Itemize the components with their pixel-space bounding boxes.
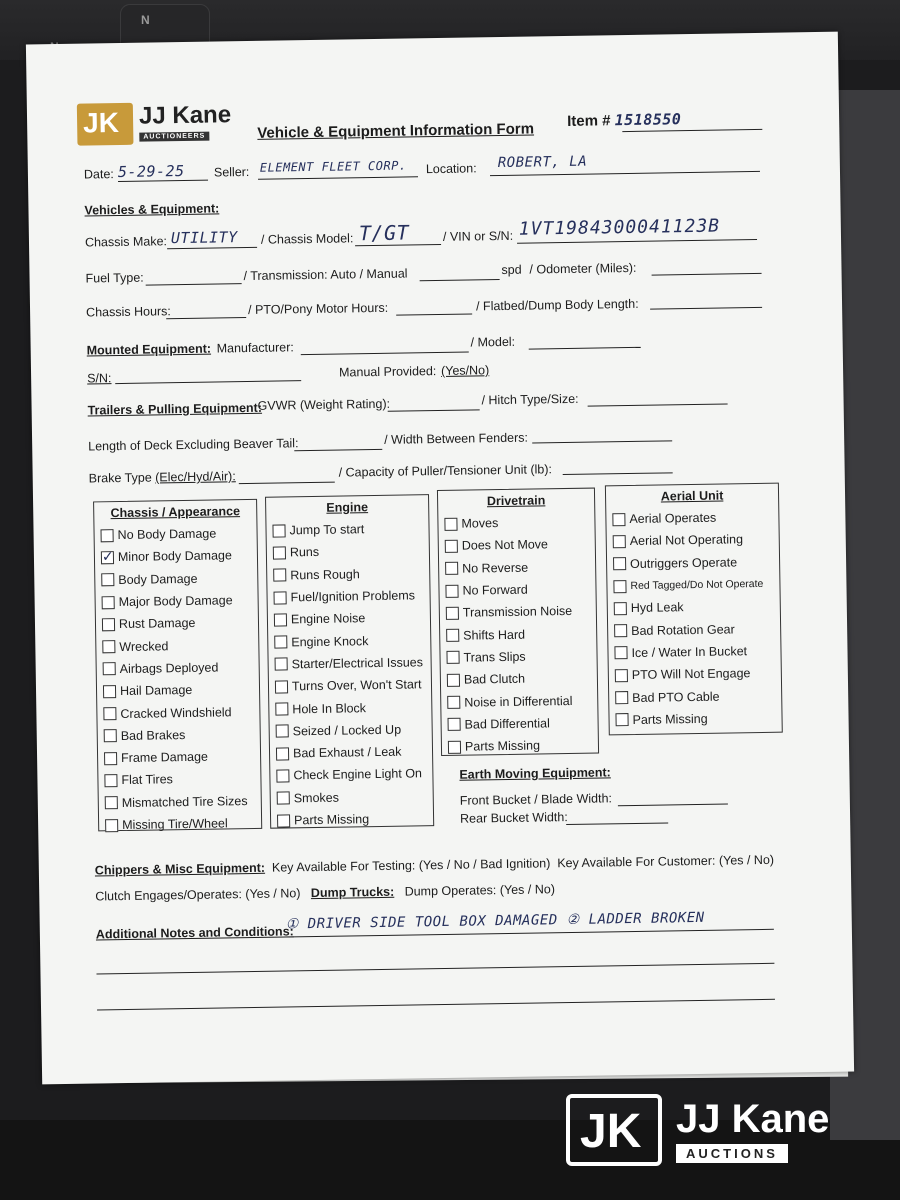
checklist-item xyxy=(613,550,773,575)
checklist-item-label: Trans Slips xyxy=(463,649,526,665)
odometer-label: / Odometer (Miles): xyxy=(529,260,637,277)
checkbox-icon[interactable] xyxy=(101,573,114,586)
deck-length-label: Length of Deck Excluding Beaver Tail: xyxy=(88,436,299,454)
checkbox-icon[interactable] xyxy=(613,557,626,570)
checklist-item xyxy=(613,528,773,553)
checklist-item xyxy=(448,734,592,759)
seller-value: ELEMENT FLEET CORP. xyxy=(259,158,407,175)
checklist-item xyxy=(105,790,255,815)
hitch-label: / Hitch Type/Size: xyxy=(481,391,579,408)
front-bucket-label: Front Bucket / Blade Width: xyxy=(459,791,613,808)
key-customer: Key Available For Customer: (Yes / No) xyxy=(557,852,775,871)
checkbox-icon[interactable] xyxy=(615,713,628,726)
checkbox-icon[interactable] xyxy=(274,636,287,649)
checklist-item xyxy=(276,740,426,765)
checkbox-icon[interactable] xyxy=(277,814,290,827)
section-vehicles: Vehicles & Equipment: xyxy=(84,201,220,218)
key-testing: Key Available For Testing: (Yes / No / Bad Ignition) xyxy=(271,856,551,875)
checkbox-icon[interactable] xyxy=(445,584,458,597)
checkbox-icon[interactable] xyxy=(276,747,289,760)
checkbox-icon[interactable] xyxy=(101,529,114,542)
checklist-item xyxy=(277,807,427,832)
checklist-engine-title: Engine xyxy=(326,500,369,515)
checkbox-icon[interactable] xyxy=(104,752,117,765)
location-value: ROBERT, LA xyxy=(497,153,588,172)
checkbox-icon[interactable] xyxy=(275,680,288,693)
checkbox-icon[interactable] xyxy=(448,740,461,753)
checklist-item-label: Aerial Not Operating xyxy=(629,532,744,549)
checkbox-icon[interactable] xyxy=(445,562,458,575)
capacity-label: / Capacity of Puller/Tensioner Unit (lb): xyxy=(338,462,553,480)
checklist-item xyxy=(447,667,591,692)
checklist-item xyxy=(101,589,251,614)
manual-label: Manual Provided: xyxy=(338,364,437,380)
checklist-item-label: Frame Damage xyxy=(120,749,209,766)
inspection-form xyxy=(26,32,854,1085)
checkbox-icon[interactable] xyxy=(105,819,118,832)
checklist-aerial-title: Aerial Unit xyxy=(660,488,724,504)
checklist-item xyxy=(102,611,252,636)
checklist-item-label: No Forward xyxy=(462,582,528,598)
checklist-item xyxy=(104,723,254,748)
checklist-item xyxy=(275,673,425,698)
checklist-item-label: Engine Knock xyxy=(291,633,369,649)
checklist-aerial xyxy=(605,483,783,736)
checkbox-icon[interactable] xyxy=(446,607,459,620)
pto-hours-label: / PTO/Pony Motor Hours: xyxy=(247,300,389,317)
checklist-item-label: Cracked Windshield xyxy=(120,704,232,721)
checklist-item-label: Bad PTO Cable xyxy=(632,689,720,705)
checklist-item-label: Aerial Operates xyxy=(629,510,717,527)
checklist-item-label: Engine Noise xyxy=(290,611,366,627)
checklist-item xyxy=(100,522,250,547)
checkbox-icon[interactable] xyxy=(446,651,459,664)
chassis-make-value: UTILITY xyxy=(170,228,238,248)
sn-label: S/N: xyxy=(87,371,112,386)
checkbox-icon[interactable] xyxy=(275,658,288,671)
checkbox-icon[interactable] xyxy=(613,580,626,593)
checklist-item-label: Check Engine Light On xyxy=(293,766,423,783)
checkbox-icon[interactable] xyxy=(276,725,289,738)
checklist-item xyxy=(444,511,588,536)
checklist-item-label: Parts Missing xyxy=(464,738,541,754)
checklist-item-label: Outriggers Operate xyxy=(630,555,738,571)
checklist-item xyxy=(446,622,590,647)
checklist-item xyxy=(274,606,424,631)
date-value: 5-29-25 xyxy=(117,161,185,182)
checkbox-icon[interactable] xyxy=(275,702,288,715)
checklist-item-label: Runs xyxy=(289,545,320,560)
checklist-item xyxy=(274,629,424,654)
checklist-item xyxy=(276,718,426,743)
checklist-item-label: Does Not Move xyxy=(461,537,549,554)
checked-box-icon[interactable] xyxy=(101,551,114,564)
checklist-item-label: Wrecked xyxy=(119,638,169,654)
clutch-row xyxy=(95,882,555,903)
checklist-item-label: Runs Rough xyxy=(290,566,360,583)
section-dump: Dump Trucks: xyxy=(310,884,395,901)
notes-value: ① DRIVER SIDE TOOL BOX DAMAGED ② LADDER BROKEN xyxy=(285,909,705,933)
checklist-item xyxy=(104,767,254,792)
checkbox-icon[interactable] xyxy=(447,696,460,709)
checklist-item-label: Body Damage xyxy=(118,571,198,587)
checklist-item xyxy=(445,578,589,603)
checklist-chassis-title: Chassis / Appearance xyxy=(110,504,241,521)
watermark-sub: AUCTIONS xyxy=(676,1144,788,1163)
checklist-item xyxy=(103,678,253,703)
checklist-item-label: Red Tagged/Do Not Operate xyxy=(630,577,764,593)
checkbox-icon[interactable] xyxy=(445,540,458,553)
checklist-item xyxy=(102,633,252,658)
checkbox-icon[interactable] xyxy=(615,691,628,704)
checklist-item-label: Minor Body Damage xyxy=(117,548,233,565)
checklist-item xyxy=(273,540,423,565)
form-title: Vehicle & Equipment Information Form xyxy=(257,120,535,142)
checkbox-icon[interactable] xyxy=(104,729,117,742)
checklist-item xyxy=(101,544,251,569)
section-earth-moving: Earth Moving Equipment: xyxy=(459,765,611,782)
watermark-jk-icon: JK xyxy=(566,1094,662,1166)
fenders-label: / Width Between Fenders: xyxy=(384,430,529,447)
checkbox-icon[interactable] xyxy=(444,517,457,530)
checklist-item-label: Parts Missing xyxy=(632,711,708,727)
checklist-item-label: Smokes xyxy=(293,790,340,806)
checklist-item xyxy=(615,706,775,731)
checkbox-icon[interactable] xyxy=(104,774,117,787)
checklist-item xyxy=(274,651,424,676)
checklist-item xyxy=(446,644,590,669)
checklist-item xyxy=(615,684,775,709)
checklist-item xyxy=(104,745,254,770)
checklist-item-label: Transmission Noise xyxy=(462,604,573,620)
checklist-item-label: Mismatched Tire Sizes xyxy=(121,793,248,810)
chassis-hours-label: Chassis Hours: xyxy=(85,304,171,320)
checklist-item xyxy=(614,617,774,642)
brand-sub: AUCTIONEERS xyxy=(139,132,209,142)
checklist-item xyxy=(615,662,775,687)
checklist-item-label: Bad Differential xyxy=(464,716,550,732)
dump-operates: Dump Operates: (Yes / No) xyxy=(404,882,556,899)
gvwr-label: GVWR (Weight Rating): xyxy=(257,396,391,413)
checklist-item-label: Noise in Differential xyxy=(464,693,573,710)
checklist-item-label: Seized / Locked Up xyxy=(292,722,402,739)
flatbed-label: / Flatbed/Dump Body Length: xyxy=(475,296,639,314)
checklist-item xyxy=(612,506,772,531)
checklist-chassis xyxy=(93,499,262,832)
section-chippers: Chippers & Misc Equipment: xyxy=(94,860,266,878)
notes-label: Additional Notes and Conditions: xyxy=(95,924,294,942)
brake-options: (Elec/Hyd/Air): xyxy=(155,469,236,485)
checklist-item-label: Moves xyxy=(461,516,499,531)
checklist-item-label: Starter/Electrical Issues xyxy=(291,655,424,672)
checkbox-icon[interactable] xyxy=(272,524,285,537)
brand-logo xyxy=(77,101,232,145)
checklist-item xyxy=(614,640,774,665)
checklist-item-label: Bad Brakes xyxy=(120,727,186,743)
chassis-model-value: T/GT xyxy=(358,220,410,246)
checklist-drivetrain xyxy=(437,488,599,756)
gear-letter-n: N xyxy=(141,13,150,27)
checklist-item xyxy=(276,763,426,788)
checklist-item-label: Flat Tires xyxy=(121,772,173,788)
checklist-item xyxy=(446,600,590,625)
checkbox-icon[interactable] xyxy=(273,546,286,559)
checklist-item-label: Jump To start xyxy=(289,522,365,538)
vin-value: 1VT1984300041123B xyxy=(518,215,721,240)
chassis-model-label: / Chassis Model: xyxy=(260,231,354,247)
checklist-item-label: Hyd Leak xyxy=(630,600,684,616)
checklist-item-label: Turns Over, Won't Start xyxy=(291,677,422,694)
checklist-item xyxy=(447,689,591,714)
checkbox-icon[interactable] xyxy=(613,535,626,548)
checkbox-icon[interactable] xyxy=(273,569,286,582)
manufacturer-label: Manufacturer: xyxy=(216,340,294,356)
seller-label: Seller: xyxy=(213,164,250,180)
checklist-engine xyxy=(265,494,434,829)
checklist-item-label: Shifts Hard xyxy=(463,627,526,643)
checkbox-icon[interactable] xyxy=(105,796,118,809)
checkbox-icon[interactable] xyxy=(103,707,116,720)
checkbox-icon[interactable] xyxy=(447,673,460,686)
watermark xyxy=(566,1094,829,1166)
checklist-item xyxy=(277,785,427,810)
watermark-name: JJ Kane xyxy=(676,1096,830,1141)
checkbox-icon[interactable] xyxy=(615,669,628,682)
checkbox-icon[interactable] xyxy=(448,718,461,731)
checklist-item xyxy=(101,567,251,592)
chassis-make-label: Chassis Make: xyxy=(84,234,168,250)
checklist-item xyxy=(445,555,589,580)
checklist-item-label: Bad Rotation Gear xyxy=(631,622,735,638)
location-label: Location: xyxy=(425,161,477,177)
checklist-item-label: Fuel/Ignition Problems xyxy=(290,588,416,605)
checklist-item xyxy=(103,700,253,725)
checklist-item-label: Airbags Deployed xyxy=(119,660,219,676)
checklist-item-label: Hole In Block xyxy=(292,700,367,716)
checklist-item xyxy=(445,533,589,558)
checkbox-icon[interactable] xyxy=(102,640,115,653)
chippers-row xyxy=(95,853,774,878)
model-label: / Model: xyxy=(470,334,516,350)
checkbox-icon[interactable] xyxy=(274,591,287,604)
checklist-item xyxy=(273,562,423,587)
checklist-item-label: Bad Exhaust / Leak xyxy=(292,744,402,761)
rear-bucket-label: Rear Bucket Width: xyxy=(459,810,568,826)
checklist-item xyxy=(614,595,774,620)
checkbox-icon[interactable] xyxy=(102,618,115,631)
clutch-text: Clutch Engages/Operates: (Yes / No) xyxy=(95,886,301,904)
brand-name: JJ Kane xyxy=(138,101,232,130)
brake-type-label: Brake Type (Elec/Hyd/Air): xyxy=(88,469,236,486)
checkbox-icon[interactable] xyxy=(614,624,627,637)
checklist-drivetrain-title: Drivetrain xyxy=(486,493,546,509)
section-trailers: Trailers & Pulling Equipment: xyxy=(87,400,263,418)
checklist-item xyxy=(105,812,255,837)
section-mounted: Mounted Equipment: xyxy=(86,341,212,358)
checkbox-icon[interactable] xyxy=(103,663,116,676)
manual-options: (Yes/No) xyxy=(440,363,490,378)
checklist-item xyxy=(273,584,423,609)
checkbox-icon[interactable] xyxy=(612,513,625,526)
transmission-label: / Transmission: Auto / Manual xyxy=(243,266,408,284)
checkbox-icon[interactable] xyxy=(614,646,627,659)
date-label: Date: xyxy=(83,167,114,182)
checklist-item-label: Ice / Water In Bucket xyxy=(631,644,748,660)
item-value: 1518550 xyxy=(614,110,682,130)
fuel-label: Fuel Type: xyxy=(85,270,144,286)
checkbox-icon[interactable] xyxy=(102,596,115,609)
checklist-item-label: Missing Tire/Wheel xyxy=(122,816,228,833)
item-number: Item # 1518550 xyxy=(567,110,682,130)
checklist-item-label: PTO Will Not Engage xyxy=(631,666,751,683)
vin-label: / VIN or S/N: xyxy=(442,228,514,244)
checklist-item xyxy=(275,696,425,721)
checklist-item-label: Bad Clutch xyxy=(463,671,526,687)
checkbox-icon[interactable] xyxy=(274,613,287,626)
checkbox-icon[interactable] xyxy=(446,629,459,642)
checklist-item xyxy=(447,711,591,736)
checklist-item xyxy=(103,656,253,681)
spd-label: spd xyxy=(501,262,522,277)
jk-logo-icon: JK xyxy=(77,103,134,146)
checkbox-icon[interactable] xyxy=(103,685,116,698)
checklist-item xyxy=(613,573,773,598)
checklist-item-label: Hail Damage xyxy=(119,683,193,699)
checklist-item-label: No Reverse xyxy=(462,560,529,576)
checklist-item xyxy=(272,517,422,542)
checklist-item-label: No Body Damage xyxy=(117,526,217,543)
checklist-item-label: Rust Damage xyxy=(118,616,196,632)
checkbox-icon[interactable] xyxy=(276,769,289,782)
checkbox-icon[interactable] xyxy=(277,792,290,805)
checklist-item-label: Parts Missing xyxy=(293,812,370,828)
checkbox-icon[interactable] xyxy=(614,602,627,615)
checklist-item-label: Major Body Damage xyxy=(118,593,233,610)
